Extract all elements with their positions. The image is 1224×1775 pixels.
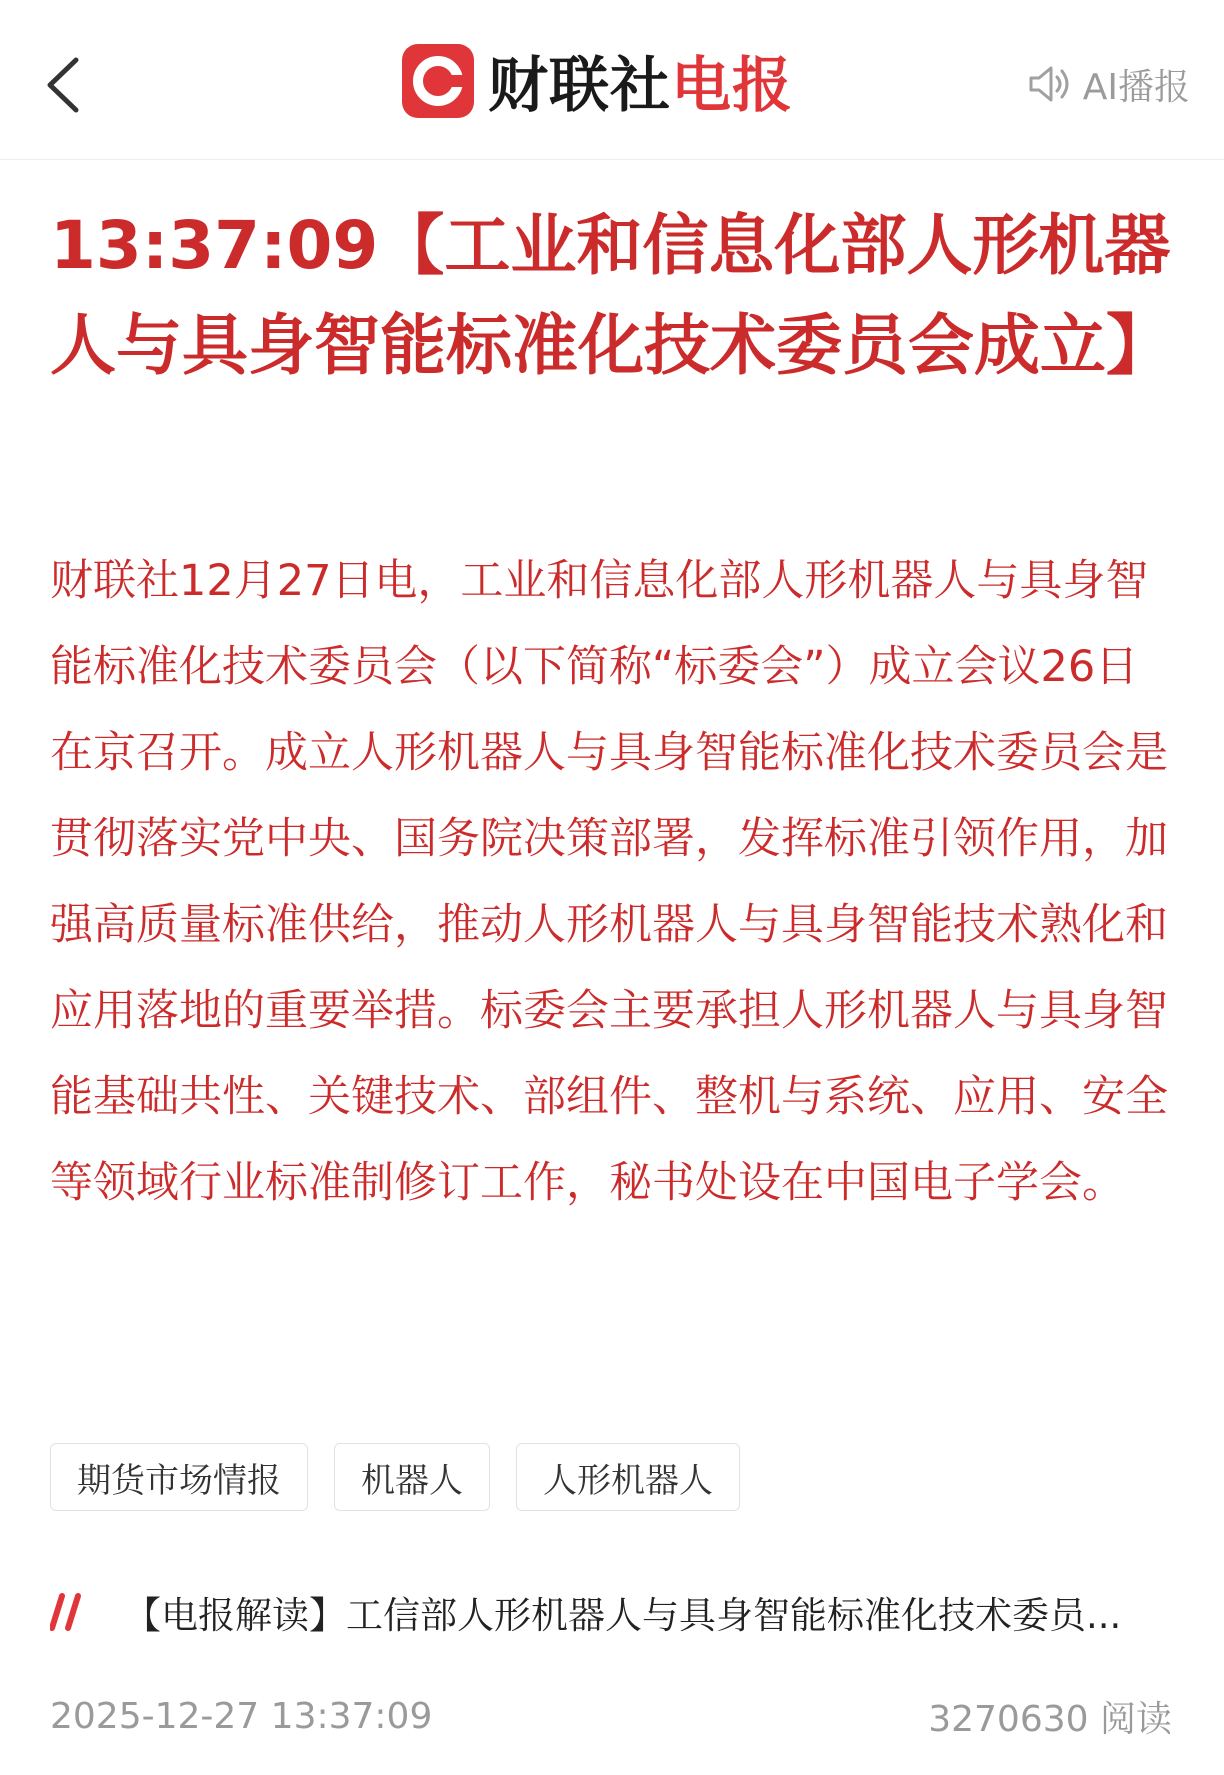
- publish-datetime: 2025-12-27 13:37:09: [50, 1695, 433, 1737]
- tag-list: [50, 1443, 740, 1511]
- double-slash-icon: [50, 1592, 94, 1632]
- related-article-link[interactable]: [50, 1582, 1180, 1642]
- tag-humanoid-robot[interactable]: 人形机器人: [516, 1443, 740, 1511]
- tag-futures-intel[interactable]: 期货市场情报: [50, 1443, 308, 1511]
- article-meta: [50, 1688, 1172, 1744]
- logo-text: [488, 38, 793, 124]
- read-count: 3270630 阅读: [928, 1698, 1172, 1740]
- logo-mark: [402, 44, 474, 118]
- logo-c-icon: [410, 53, 466, 109]
- back-button[interactable]: [40, 50, 90, 120]
- speaker-icon: [1027, 61, 1073, 107]
- article-body: 财联社12月27日电，工业和信息化部人形机器人与具身智能标准化技术委员会（以下简称“标委会”）成立会议26日在京召开。成立人形机器人与具身智能标准化技术委员会是贯彻落实党中央、国务院决策部署，发挥标准引领作用，加强高质量标准供给，推动人形机器人与具身智能技术熟化和应用落地的重要举措。标委会主要承担人形机器人与具身智能基础共性、关键技术、部组件、整机与系统、应用、安全等领域行业标准制修订工作，秘书处设在中国电子学会。: [50, 556, 1168, 1208]
- top-bar: [0, 0, 1224, 160]
- logo-text-red: 电报: [671, 51, 793, 121]
- cls-logo: [402, 42, 793, 120]
- tag-robot[interactable]: 机器人: [334, 1443, 490, 1511]
- logo-text-black: 财联社: [488, 51, 671, 121]
- ai-play-button[interactable]: [1027, 58, 1190, 110]
- related-article-text: 【电报解读】工信部人形机器人与具身智能标准化技术委员...: [124, 1594, 1122, 1637]
- ai-play-label: AI播报: [1082, 66, 1190, 108]
- article-title: 13:37:09【工业和信息化部人形机器人与具身智能标准化技术委员会成立】: [50, 207, 1172, 384]
- chevron-left-icon: [40, 50, 90, 120]
